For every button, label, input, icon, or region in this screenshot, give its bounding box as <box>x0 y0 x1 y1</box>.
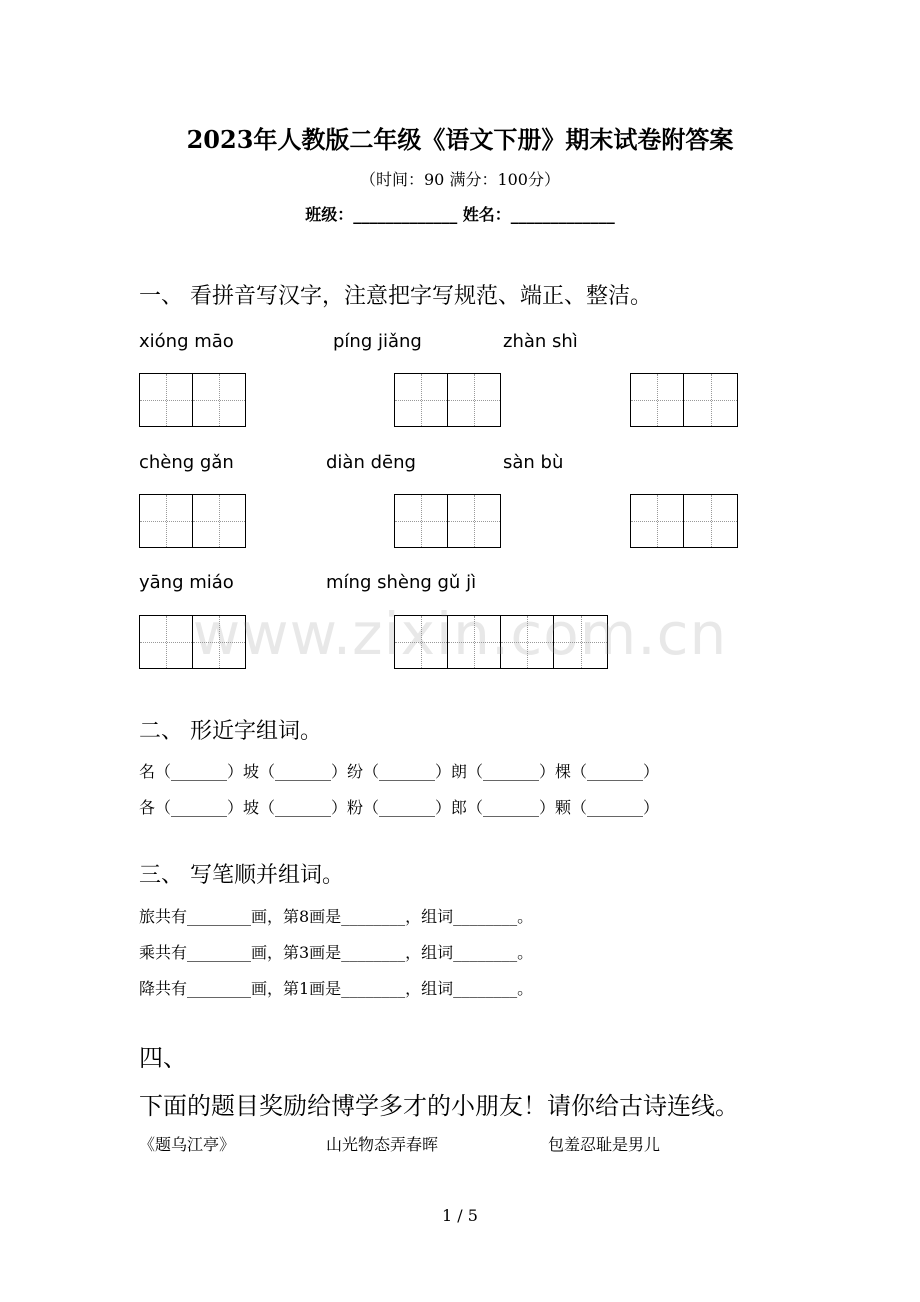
poem-item: 山光物态弄春晖 <box>326 1135 439 1154</box>
poem-item: 包羞忍耻是男儿 <box>548 1135 661 1154</box>
pinyin-label: zhàn shì <box>503 331 578 352</box>
section4-intro: 下面的题目奖励给博学多才的小朋友！请你给古诗连线。 <box>139 1092 739 1120</box>
stroke-line: 乘共有________画，第3画是________，组词________。 <box>139 943 534 962</box>
pinyin-label: píng jiǎng <box>333 331 422 352</box>
section2-heading: 二、 形近字组词。 <box>139 719 322 744</box>
page-number: 1 / 5 <box>442 1206 478 1225</box>
section3-heading: 三、 写笔顺并组词。 <box>139 863 344 888</box>
class-name-line: 班级：_____________ 姓名：_____________ <box>305 205 615 224</box>
pinyin-label: diàn dēng <box>326 452 416 473</box>
poem-item: 《题乌江亭》 <box>139 1135 236 1154</box>
stroke-line: 降共有________画，第1画是________，组词________。 <box>139 979 534 998</box>
exam-info: （时间：90 满分：100分） <box>360 170 560 189</box>
section4-heading: 四、 <box>139 1044 187 1072</box>
writing-grid[interactable] <box>630 373 738 427</box>
pinyin-label: xióng māo <box>139 331 234 352</box>
pinyin-label: chèng gǎn <box>139 452 234 473</box>
writing-grid[interactable] <box>630 494 738 548</box>
pinyin-label: míng shèng gǔ jì <box>326 572 477 593</box>
word-line: 各（_______）坡（_______）粉（_______）郎（_______）颗（_______） <box>139 798 660 817</box>
stroke-line: 旅共有________画，第8画是________，组词________。 <box>139 907 534 926</box>
word-line: 名（_______）坡（_______）纷（_______）朗（_______）棵（_______） <box>139 762 660 781</box>
watermark: www.zixin.com.cn <box>192 600 728 668</box>
page-title: 2023年人教版二年级《语文下册》期末试卷附答案 <box>186 125 734 154</box>
pinyin-label: sàn bù <box>503 452 564 473</box>
writing-grid[interactable] <box>394 494 501 548</box>
writing-grid[interactable] <box>139 494 246 548</box>
section1-heading: 一、 看拼音写汉字，注意把字写规范、端正、整洁。 <box>139 284 652 309</box>
pinyin-label: yāng miáo <box>139 572 234 593</box>
writing-grid[interactable] <box>394 373 501 427</box>
writing-grid[interactable] <box>139 373 246 427</box>
